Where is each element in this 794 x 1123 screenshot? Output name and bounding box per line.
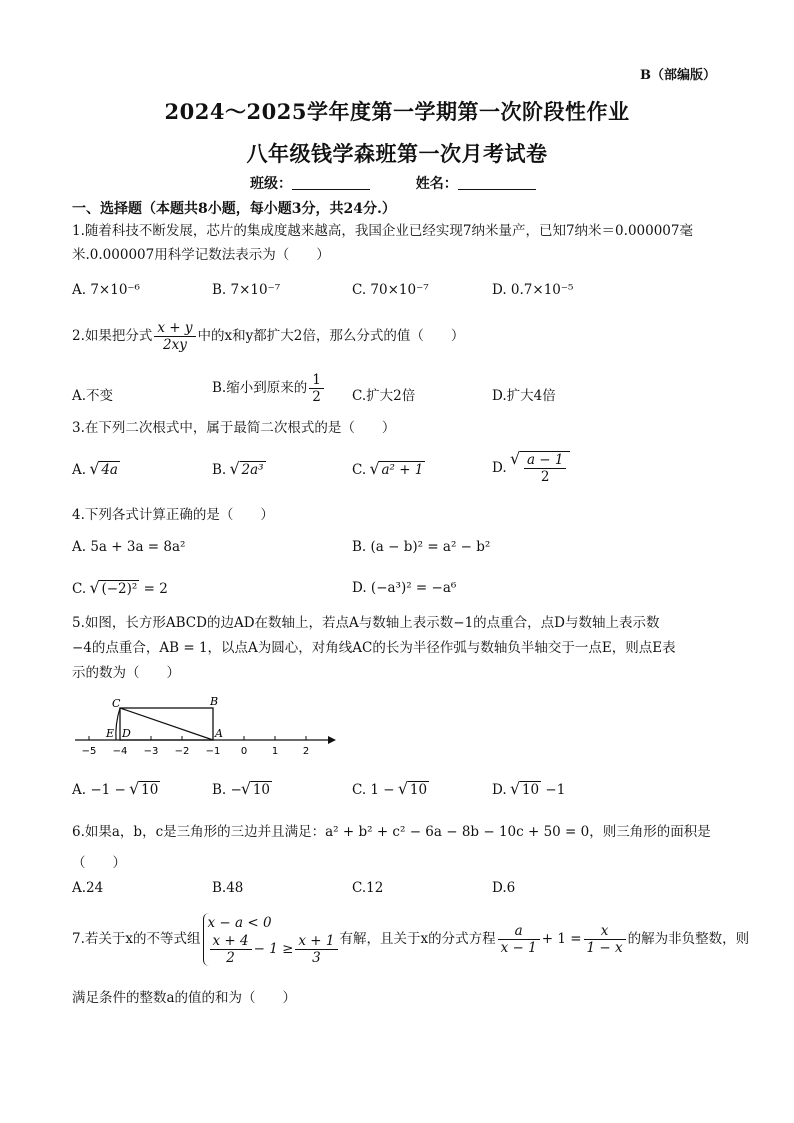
- q1-option-c[interactable]: C. 70×10⁻⁷: [352, 282, 429, 298]
- tick-label: −3: [143, 746, 159, 757]
- q4-option-c[interactable]: C. √ (−2)² = 2: [72, 580, 168, 597]
- diagonal-ac: [120, 708, 213, 740]
- tick-label: −4: [112, 746, 128, 757]
- q6-option-d[interactable]: D.6: [492, 880, 516, 896]
- q5-option-a[interactable]: A. −1 − √ 10: [72, 781, 160, 798]
- q2-option-a[interactable]: A.不变: [72, 388, 114, 404]
- section-heading: 一、选择题（本题共8小题，每小题3分，共24分.）: [72, 201, 396, 217]
- q5-option-c[interactable]: C. 1 − √ 10: [352, 781, 429, 798]
- q3-option-c[interactable]: C. √ a² + 1: [352, 461, 425, 478]
- edition-tag: B（部编版）: [640, 68, 716, 83]
- q6-line1: 6.如果a，b，c是三角形的三边并且满足：a² + b² + c² − 6a − 8b − 10c + 50 = 0，则三角形的面积是: [72, 824, 711, 840]
- exam-title-1: 2024～2025学年度第一学期第一次阶段性作业: [164, 99, 630, 124]
- q5-line1: 5.如图，长方形ABCD的边AD在数轴上，若点A与数轴上表示数−1的点重合，点D与数轴上表示数: [72, 615, 660, 631]
- q2-option-d[interactable]: D.扩大4倍: [492, 388, 556, 404]
- student-info: [250, 173, 536, 193]
- q1-option-b[interactable]: B. 7×10⁻⁷: [212, 282, 281, 298]
- q6-option-a[interactable]: A.24: [72, 880, 104, 896]
- q5-line3: 示的数为（ ）: [72, 665, 180, 681]
- q1-option-d[interactable]: D. 0.7×10⁻⁵: [492, 282, 574, 298]
- tick-label: 1: [271, 746, 279, 757]
- q2-post: 中的x和y都扩大2倍，那么分式的值（ ）: [197, 328, 465, 344]
- q3-option-d[interactable]: D. √ $\frac{a - 1}{2}$: [492, 451, 570, 485]
- label-b: B: [210, 695, 219, 708]
- q2-fraction: $\frac{x + y}{2xy}$: [154, 320, 195, 353]
- q4-stem: 4.下列各式计算正确的是（ ）: [72, 507, 274, 523]
- tick-label: −2: [174, 746, 190, 757]
- q5-option-b[interactable]: B. −√ 10: [212, 781, 272, 798]
- q6-line2: （ ）: [72, 855, 126, 871]
- label-e: E: [106, 727, 115, 740]
- tick-label: −1: [205, 746, 221, 757]
- number-line-arrow: [328, 736, 336, 744]
- q7-mid: 有解，且关于x的分式方程: [339, 931, 496, 947]
- q1-line1: 1.随着科技不断发展，芯片的集成度越来越高，我国企业已经实现7纳米量产，已知7纳米＝0.000007毫: [72, 223, 693, 239]
- q4-option-d[interactable]: D. (−a³)² = −a⁶: [352, 580, 457, 596]
- q5-line2: −4的点重合，AB = 1，以点A为圆心，对角线AC的长为半径作弧与数轴负半轴交于一点E，则点E表: [72, 640, 676, 656]
- q2-option-b[interactable]: B.缩小到原来的 $\frac{1}{2}$: [212, 372, 326, 405]
- label-c: C: [112, 697, 121, 710]
- tick-label: −5: [81, 746, 97, 757]
- tick-label: 0: [240, 746, 248, 757]
- q2-option-c[interactable]: C.扩大2倍: [352, 388, 416, 404]
- q5-option-d[interactable]: D. √ 10 −1: [492, 781, 565, 798]
- name-field[interactable]: [458, 175, 536, 190]
- class-label: 班级：: [250, 176, 292, 192]
- q1-line2: 米.0.000007用科学记数法表示为（ ）: [72, 247, 330, 263]
- q7-line2: 满足条件的整数a的值的和为（ ）: [72, 990, 297, 1006]
- q5-figure: [70, 690, 340, 762]
- q3-stem: 3.在下列二次根式中，属于最简二次根式的是（ ）: [72, 420, 396, 436]
- q7-pre: 7.若关于x的不等式组: [72, 931, 201, 947]
- class-field[interactable]: [292, 175, 370, 190]
- q7-system: x − a < 0 $\frac{x + 4}{2}$ − 1 ≥ $\frac{x + 1}{3}$: [203, 913, 340, 966]
- q1-option-a[interactable]: A. 7×10⁻⁶: [72, 282, 140, 298]
- q4-option-b[interactable]: B. (a − b)² = a² − b²: [352, 539, 491, 555]
- exam-title-2: 八年级钱学森班第一次月考试卷: [246, 141, 548, 166]
- label-a: A: [215, 727, 223, 740]
- q2-stem: [72, 320, 464, 353]
- tick-label: 2: [302, 746, 310, 757]
- q4-option-a[interactable]: A. 5a + 3a = 8a²: [72, 539, 186, 555]
- label-d: D: [122, 727, 131, 740]
- q7-stem: 7.若关于x的不等式组 x − a < 0 $\frac{x + 4}{2}$ − 1 ≥ $\frac{x + 1}{3}$ 有解，且关于x的分式方程 $\frac{a}{x - 1}$ + 1 = $\frac{x}{1 - x}$ 的解为非负整数，则: [72, 915, 750, 966]
- q2-pre: 2.如果把分式: [72, 328, 153, 344]
- q6-option-c[interactable]: C.12: [352, 880, 384, 896]
- q3-option-b[interactable]: B. √ 2a³: [212, 461, 266, 478]
- q3-option-a[interactable]: A. √ 4a: [72, 461, 120, 478]
- name-label: 姓名：: [415, 176, 458, 192]
- q7-post: 的解为非负整数，则: [627, 931, 750, 947]
- q6-option-b[interactable]: B.48: [212, 880, 244, 896]
